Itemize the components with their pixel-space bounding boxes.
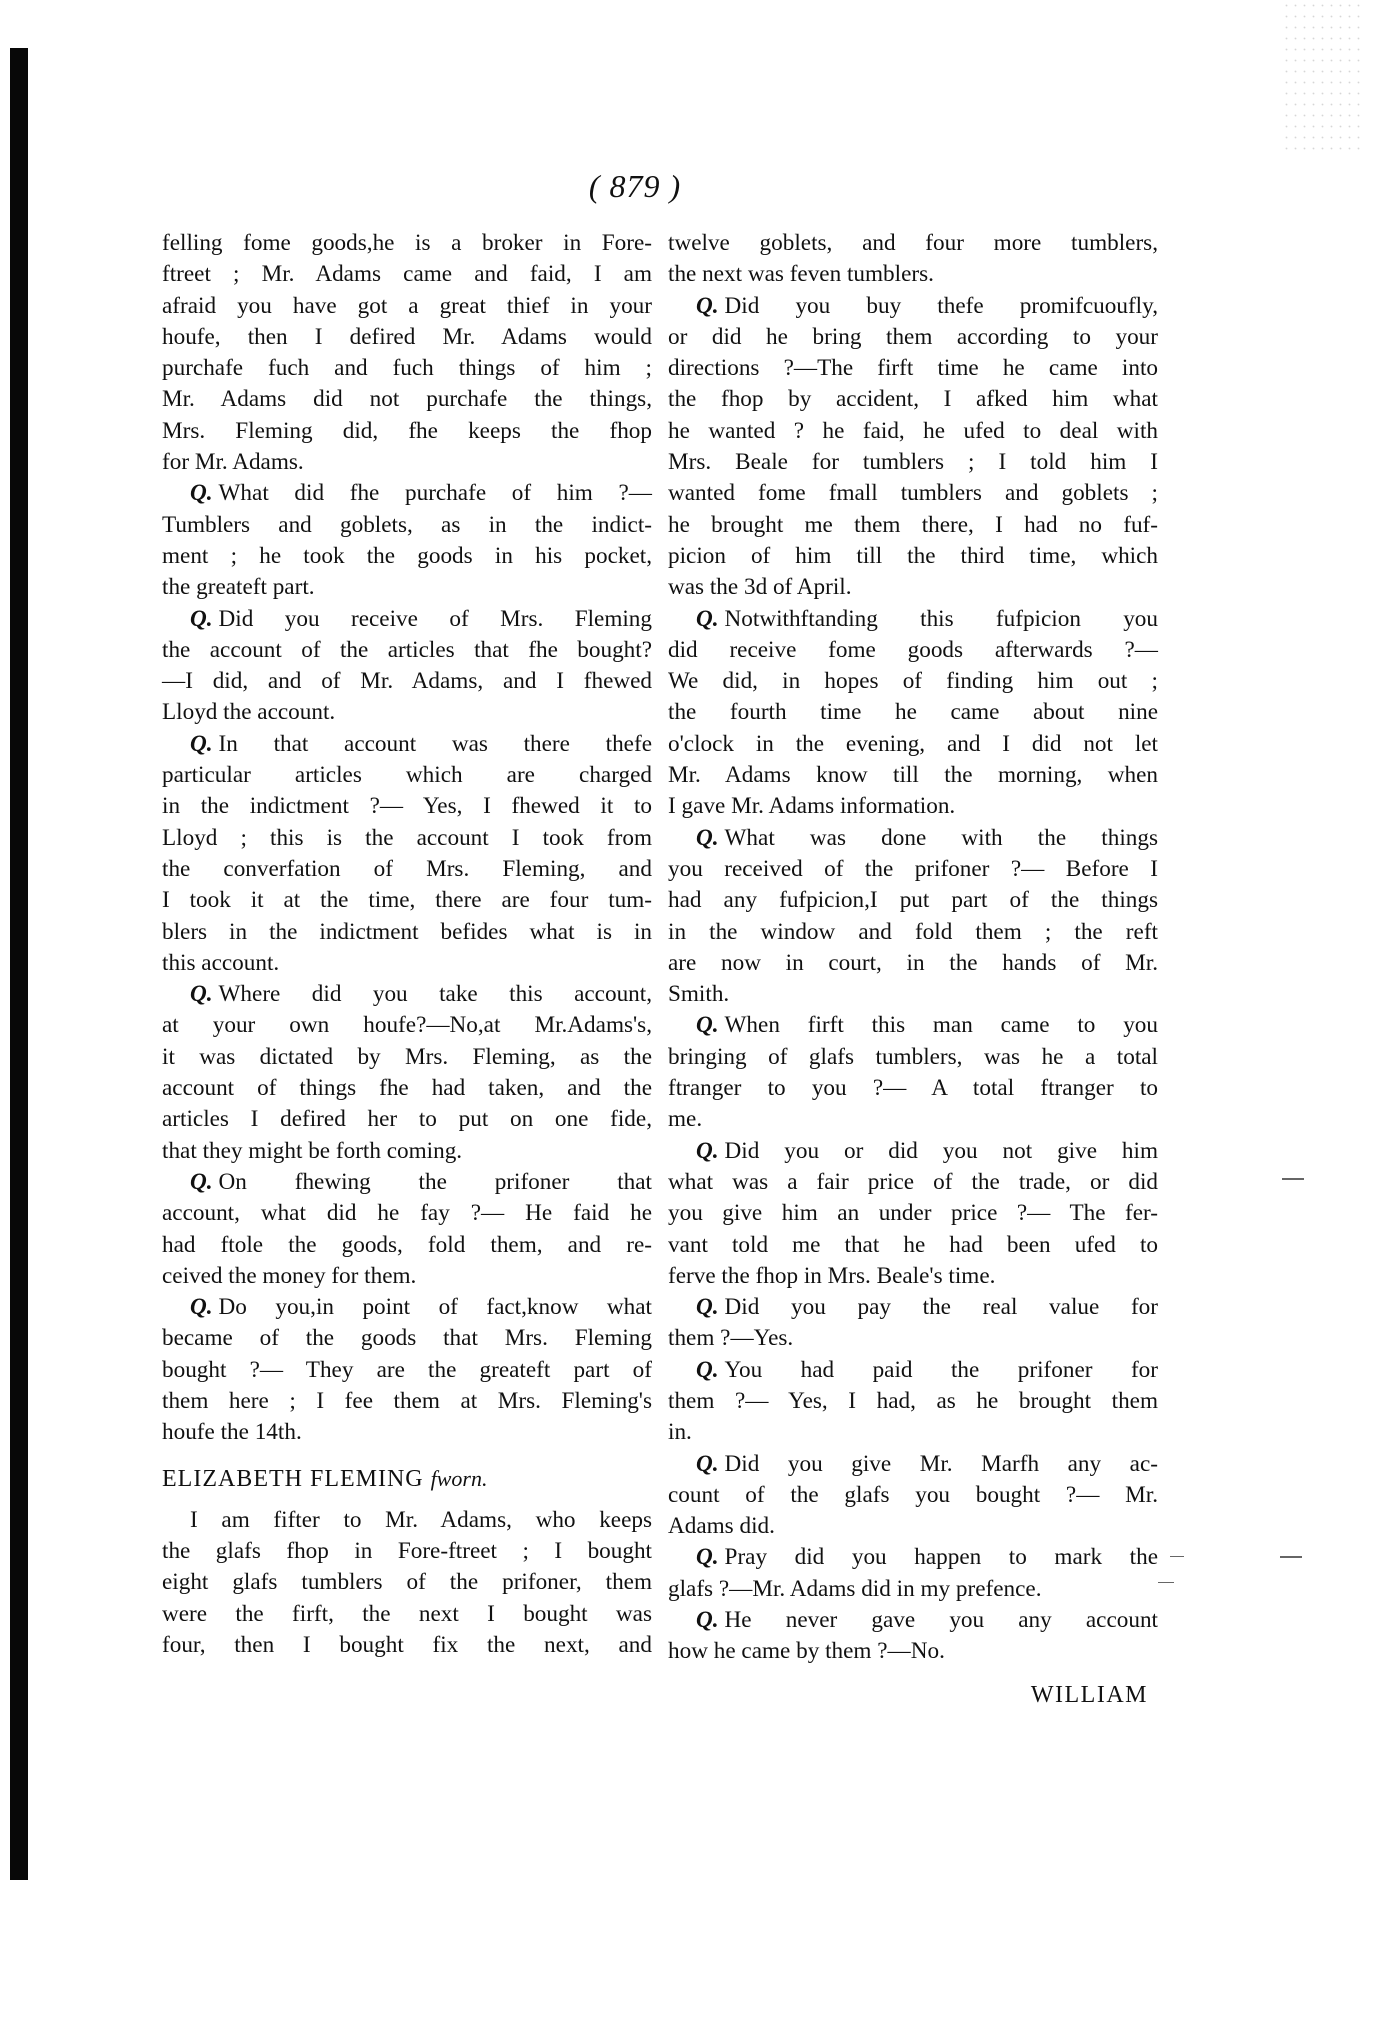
text-line (668, 541, 1158, 572)
text-line (668, 1480, 1158, 1511)
line-text: houfe, then I defired Mr. Adams would (162, 323, 652, 350)
text-line (668, 1417, 1158, 1448)
text-line (668, 604, 1158, 635)
margin-mark (1280, 1556, 1302, 1558)
text-line (162, 259, 652, 290)
text-line (162, 635, 652, 666)
question-marker: Q. (696, 1012, 719, 1039)
text-line (162, 1567, 652, 1598)
line-text: the account of the articles that fhe bought? (162, 636, 652, 663)
line-text: ftreet ; Mr. Adams came and faid, I am (162, 261, 652, 288)
line-text: afraid you have got a great thief in your (162, 292, 652, 319)
scan-noise (1282, 0, 1362, 150)
text-line (668, 228, 1158, 259)
text-line (162, 854, 652, 885)
line-text: Did you receive of Mrs. Fleming (218, 605, 652, 632)
line-text: Mr. Adams know till the morning, when (668, 762, 1158, 789)
line-text: When firft this man came to you (724, 1012, 1158, 1039)
text-line (668, 979, 1158, 1010)
line-text: the greateft part. (162, 574, 315, 601)
text-line (162, 791, 652, 822)
line-text: articles I defired her to put on one fide, (162, 1106, 652, 1133)
text-line (162, 729, 652, 760)
text-line (162, 228, 652, 259)
text-line (162, 1355, 652, 1386)
text-line (668, 1010, 1158, 1041)
text-line (162, 666, 652, 697)
line-text: he wanted ? he faid, he ufed to deal with (668, 417, 1158, 444)
line-text: he brought me them there, I had no fuf- (668, 511, 1158, 538)
text-line (668, 510, 1158, 541)
question-marker: Q. (696, 824, 719, 851)
line-text: Lloyd the account. (162, 699, 336, 726)
text-line (162, 1198, 652, 1229)
text-line (668, 416, 1158, 447)
line-text: ceived the money for them. (162, 1262, 417, 1289)
text-line (162, 1104, 652, 1135)
question-marker: Q. (696, 1450, 719, 1477)
text-line (668, 1574, 1158, 1605)
line-text: I took it at the time, there are four tum- (162, 887, 652, 914)
question-marker: Q. (696, 1607, 719, 1634)
text-line (162, 948, 652, 979)
line-text: I gave Mr. Adams information. (668, 793, 956, 820)
line-text: count of the glafs you bought ?— Mr. (668, 1481, 1158, 1508)
catchword: WILLIAM (1030, 1681, 1148, 1708)
text-line (162, 1010, 652, 1041)
line-text: We did, in hopes of finding him out ; (668, 668, 1158, 695)
line-text: in. (668, 1419, 692, 1446)
text-line (668, 729, 1158, 760)
text-line (162, 322, 652, 353)
line-text: the glafs fhop in Fore-ftreet ; I bought (162, 1538, 652, 1565)
text-line (668, 1292, 1158, 1323)
text-line (162, 1417, 652, 1448)
text-line (668, 760, 1158, 791)
text-line (668, 1542, 1158, 1573)
binding-shadow (10, 48, 28, 1880)
text-line (668, 697, 1158, 728)
line-text: ment ; he took the goods in his pocket, (162, 542, 652, 569)
line-text: the fourth time he came about nine (668, 699, 1158, 726)
text-line (668, 572, 1158, 603)
question-marker: Q. (696, 605, 719, 632)
line-text: What did fhe purchafe of him ?— (218, 480, 652, 507)
line-text: Where did you take this account, (218, 981, 652, 1008)
line-text: bringing of glafs tumblers, was he a total (668, 1043, 1158, 1070)
line-text: for Mr. Adams. (162, 449, 304, 476)
line-text: the next was feven tumblers. (668, 261, 934, 288)
text-line (162, 1167, 652, 1198)
line-text: Do you,in point of fact,know what (218, 1294, 652, 1321)
text-line (162, 697, 652, 728)
line-text: you give him an under price ?— The fer- (668, 1200, 1158, 1227)
line-text: them ?— Yes, I had, as he brought them (668, 1387, 1158, 1414)
line-text: In that account was there thefe (218, 730, 652, 757)
right-column (668, 228, 1158, 1711)
line-text: houfe the 14th. (162, 1419, 302, 1446)
margin-mark (1158, 1582, 1174, 1583)
text-line (162, 353, 652, 384)
text-line (162, 291, 652, 322)
line-text: Mrs. Fleming did, fhe keeps the fhop (162, 417, 652, 444)
line-text: them ?—Yes. (668, 1325, 794, 1352)
text-line (162, 1536, 652, 1567)
text-line (668, 1104, 1158, 1135)
text-line (162, 1323, 652, 1354)
text-line (668, 1167, 1158, 1198)
line-text: Did you give Mr. Marfh any ac- (724, 1450, 1158, 1477)
text-line (668, 447, 1158, 478)
line-text: Did you or did you not give him (724, 1137, 1158, 1164)
question-marker: Q. (190, 480, 213, 507)
margin-mark (1282, 1178, 1304, 1180)
text-line (162, 572, 652, 603)
line-text: in the indictment ?— Yes, I fhewed it to (162, 793, 652, 820)
text-line (162, 1042, 652, 1073)
question-marker: Q. (190, 1294, 213, 1321)
line-text: Adams did. (668, 1513, 775, 1540)
text-line (668, 1636, 1158, 1667)
text-line (162, 1505, 652, 1536)
line-text: account, what did he fay ?— He faid he (162, 1200, 652, 1227)
text-line (162, 510, 652, 541)
question-marker: Q. (190, 605, 213, 632)
line-text: you received of the prifoner ?— Before I (668, 855, 1158, 882)
text-line (668, 353, 1158, 384)
line-text: I am fifter to Mr. Adams, who keeps (190, 1506, 652, 1533)
question-marker: Q. (696, 1294, 719, 1321)
line-text: the converfation of Mrs. Fleming, and (162, 855, 652, 882)
text-line (668, 1198, 1158, 1229)
line-text: vant told me that he had been ufed to (668, 1231, 1158, 1258)
line-text: Tumblers and goblets, as in the indict- (162, 511, 652, 538)
line-text: account of things fhe had taken, and the (162, 1075, 652, 1102)
line-text: Pray did you happen to mark the (724, 1544, 1158, 1571)
line-text: directions ?—The firft time he came into (668, 355, 1158, 382)
line-text: —I did, and of Mr. Adams, and I fhewed (162, 668, 652, 695)
line-text: at your own houfe?—No,at Mr.Adams's, (162, 1012, 652, 1039)
text-line (668, 478, 1158, 509)
text-line (162, 1630, 652, 1661)
text-line (668, 666, 1158, 697)
text-line (668, 291, 1158, 322)
text-line (162, 604, 652, 635)
text-line (162, 541, 652, 572)
question-marker: Q. (696, 1137, 719, 1164)
line-text: Lloyd ; this is the account I took from (162, 824, 652, 851)
witness-heading (162, 1463, 652, 1495)
text-line (668, 1230, 1158, 1261)
text-line (668, 1511, 1158, 1542)
line-text: On fhewing the prifoner that (218, 1168, 652, 1195)
text-line (162, 1261, 652, 1292)
text-line (668, 322, 1158, 353)
text-line (162, 885, 652, 916)
line-text: picion of him till the third time, which (668, 542, 1158, 569)
line-text: did receive fome goods afterwards ?— (668, 636, 1158, 663)
left-column (162, 228, 652, 1661)
line-text: Did you buy thefe promifcuoufly, (724, 292, 1158, 319)
text-line (162, 1386, 652, 1417)
line-text: or did he bring them according to your (668, 323, 1158, 350)
line-text: what was a fair price of the trade, or did (668, 1168, 1158, 1195)
sworn-label: fworn. (430, 1465, 488, 1491)
line-text: purchafe fuch and fuch things of him ; (162, 355, 652, 382)
line-text: Notwithftanding this fufpicion you (724, 605, 1158, 632)
text-line (668, 259, 1158, 290)
question-marker: Q. (190, 981, 213, 1008)
question-marker: Q. (696, 292, 719, 319)
witness-name: ELIZABETH FLEMING (162, 1465, 424, 1492)
text-line (668, 1386, 1158, 1417)
text-line (668, 854, 1158, 885)
text-line (668, 885, 1158, 916)
line-text: the fhop by accident, I afked him what (668, 386, 1158, 413)
line-text: Mrs. Beale for tumblers ; I told him I (668, 449, 1158, 476)
text-line (162, 384, 652, 415)
line-text: Smith. (668, 981, 730, 1008)
line-text: You had paid the prifoner for (724, 1356, 1158, 1383)
line-text: became of the goods that Mrs. Fleming (162, 1325, 652, 1352)
text-line (668, 1449, 1158, 1480)
line-text: were the firft, the next I bought was (162, 1600, 652, 1627)
line-text: glafs ?—Mr. Adams did in my prefence. (668, 1575, 1042, 1602)
text-line (668, 823, 1158, 854)
line-text: He never gave you any account (724, 1607, 1158, 1634)
margin-mark (1170, 1556, 1184, 1557)
line-text: bought ?— They are the greateft part of (162, 1356, 652, 1383)
text-line (668, 1323, 1158, 1354)
line-text: was the 3d of April. (668, 574, 852, 601)
text-line (162, 1073, 652, 1104)
line-text: felling fome goods,he is a broker in Fore- (162, 230, 652, 256)
text-line (668, 948, 1158, 979)
question-marker: Q. (696, 1544, 719, 1571)
text-line (668, 1073, 1158, 1104)
line-text: o'clock in the evening, and I did not let (668, 730, 1158, 757)
text-line (668, 1136, 1158, 1167)
text-line (668, 917, 1158, 948)
line-text: particular articles which are charged (162, 762, 652, 789)
text-line (162, 478, 652, 509)
line-text: that they might be forth coming. (162, 1137, 463, 1164)
text-line (162, 416, 652, 447)
line-text: are now in court, in the hands of Mr. (668, 949, 1158, 976)
text-line (668, 1605, 1158, 1636)
text-line (668, 635, 1158, 666)
text-line (162, 1230, 652, 1261)
line-text: twelve goblets, and four more tumblers, (668, 230, 1158, 256)
line-text: blers in the indictment befides what is in (162, 918, 652, 945)
line-text: Did you pay the real value for (724, 1294, 1158, 1321)
line-text: four, then I bought fix the next, and (162, 1632, 652, 1659)
line-text: eight glafs tumblers of the prifoner, them (162, 1569, 652, 1596)
text-line (162, 1599, 652, 1630)
text-line (162, 823, 652, 854)
text-line (668, 1261, 1158, 1292)
text-line (162, 447, 652, 478)
text-line (162, 917, 652, 948)
line-text: had any fufpicion,I put part of the things (668, 887, 1158, 914)
line-text: how he came by them ?—No. (668, 1638, 945, 1665)
question-marker: Q. (190, 730, 213, 757)
text-line (668, 791, 1158, 822)
line-text: me. (668, 1106, 703, 1133)
line-text: What was done with the things (724, 824, 1158, 851)
line-text: wanted fome fmall tumblers and goblets ; (668, 480, 1158, 507)
line-text: ferve the fhop in Mrs. Beale's time. (668, 1262, 996, 1289)
text-line (668, 1042, 1158, 1073)
text-line (162, 760, 652, 791)
line-text: had ftole the goods, fold them, and re- (162, 1231, 652, 1258)
line-text: this account. (162, 949, 280, 976)
text-line (162, 979, 652, 1010)
text-line (668, 384, 1158, 415)
line-text: it was dictated by Mrs. Fleming, as the (162, 1043, 652, 1070)
text-line (668, 1355, 1158, 1386)
line-text: in the window and fold them ; the reft (668, 918, 1158, 945)
text-line (162, 1136, 652, 1167)
text-line (162, 1292, 652, 1323)
line-text: ftranger to you ?— A total ftranger to (668, 1075, 1158, 1102)
question-marker: Q. (696, 1356, 719, 1383)
line-text: Mr. Adams did not purchafe the things, (162, 386, 652, 413)
page-number: ( 879 ) (588, 168, 682, 204)
line-text: them here ; I fee them at Mrs. Fleming's (162, 1387, 652, 1414)
question-marker: Q. (190, 1168, 213, 1195)
